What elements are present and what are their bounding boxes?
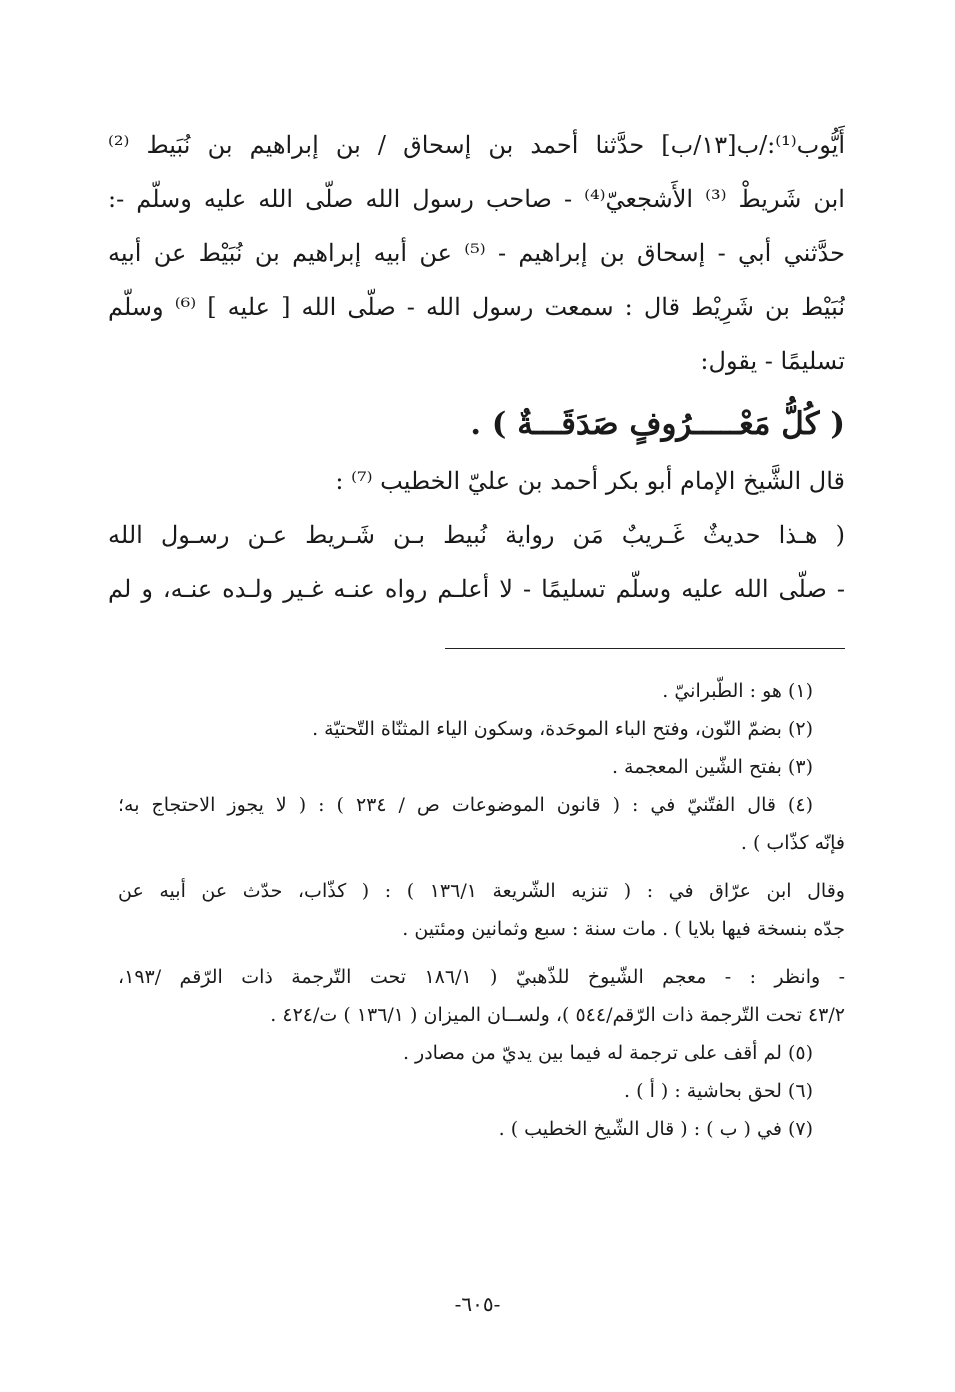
text-line-8: - صلّى الله عليه وسلّم تسليمًا - لا أعلـم رواه عنـه غـير ولـده عنـه، و لم	[108, 575, 845, 603]
text-line-1: أَيُّوب⁽¹⁾:/ب[١٣/ب] حدَّثنا أحمد بن إسحاق / بن إبراهيم بن نُبَيط ⁽²⁾	[108, 131, 845, 159]
footnotes	[118, 672, 845, 1148]
footnote-4-line-1: (٤) قال الفتّنيّ في : ( قانون الموضوعات ص / ٢٣٤ ) : ( لا يجوز الاحتجاج به؛	[118, 794, 813, 816]
footnote-4-line-6: ٤٣/٢ تحت التّرجمة ذات الرّقم/٥٤٤ )، ولســان الميزان ( ١٣٦/١ ) ت/٤٢٤ .	[270, 1004, 845, 1026]
text-line-2: ابن شَريطْ ⁽³⁾ الأَشجعيّ⁽⁴⁾ - صاحب رسول الله صلّى الله عليه وسلّم -:	[108, 185, 845, 213]
footnote-4-line-5: - وانظر : - معجم الشّيوخ للذّهبيّ ( ١٨٦/١ تحت التّرجمة ذات الرّقم /١٩٣،	[118, 966, 845, 988]
footnote-separator	[445, 648, 845, 649]
text-line-7: ( هـذا حديثٌ غَـريبٌ مَن رواية نُبيط بـن شَـريط عـن رسـول الله	[108, 521, 845, 549]
footnote-4-line-3: وقال ابن عرّاق في : ( تنزيه الشّريعة ١٣٦/١ ) : ( كذّاب، حدّث عن أبيه عن	[118, 880, 845, 902]
text-line-6: قال الشَّيخ الإمام أبو بكر أحمد بن عليّ الخطيب ⁽⁷⁾ :	[335, 467, 845, 495]
footnote-2: (٢) بضمّ النّون، وفتح الباء الموحَدة، وسكون الياء المثنّاة التّحتيّة .	[312, 718, 813, 740]
hadith-quote: ( كُلُّ مَعْـــــرُوفٍ صَدَقَـــةٌ ) .	[470, 406, 845, 442]
text-line-3: حدَّثني أبي - إسحاق بن إبراهيم - ⁽⁵⁾ عن أبيه إبراهيم بن نُبَيْط عن أبيه	[108, 239, 845, 267]
text-line-5: تسليمًا - يقول:	[700, 347, 845, 375]
footnote-1: (١) هو : الطّبرانيّ .	[662, 680, 813, 702]
page-number: -٦٠٥-	[454, 1292, 501, 1316]
footnote-4-line-4: جدّه بنسخة فيها بلايا ) . مات سنة : سبع وثمانين ومئتين .	[402, 918, 845, 940]
footnote-7: (٧) في ( ب ) : ( قال الشّيخ الخطيب ) .	[498, 1118, 813, 1140]
text-line-4: نُبَيْط بن شَرِيْط قال : سمعت رسول الله - صلّى الله [ عليه ] ⁽⁶⁾ وسلّم	[108, 293, 845, 321]
footnote-4-line-2: فإنّه كذّاب ) .	[740, 832, 845, 854]
footnote-6: (٦) لحق بحاشية : ( أ ) .	[624, 1080, 813, 1102]
footnote-5: (٥) لم أقف على ترجمة له فيما بين يديّ من مصادر .	[402, 1042, 813, 1064]
footnote-3: (٣) بفتح الشّين المعجمة .	[611, 756, 813, 778]
main-text	[108, 118, 845, 616]
